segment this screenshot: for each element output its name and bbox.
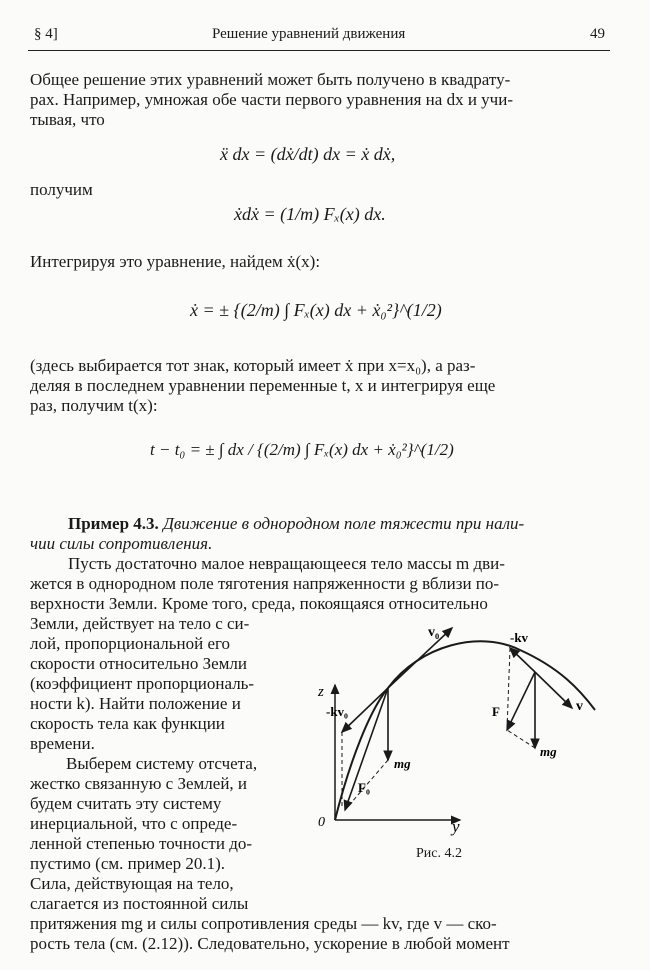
figure-4-2 — [310, 620, 600, 850]
text-line: жестко связанную с Землей, и — [30, 774, 248, 793]
equation-2: ẋdẋ = (1/m) Fₓ(x) dx. — [234, 204, 386, 224]
figure-caption: Рис. 4.2 — [416, 846, 462, 861]
example-title: Движение в однородном поле тяжести при нали- — [163, 514, 525, 533]
kv0-vector — [342, 688, 388, 732]
label-mg-right: mg — [540, 744, 557, 759]
v0-vector — [388, 628, 452, 688]
label-v: v — [576, 699, 583, 714]
text-line: скорость тела как функции — [30, 714, 225, 733]
dashed-right-2 — [507, 730, 535, 748]
label-v0: v₀ — [428, 625, 440, 640]
label-z: z — [318, 684, 324, 700]
text-line: времени. — [30, 734, 95, 753]
paragraph-6-cont — [30, 914, 608, 954]
text-line: Общее решение этих уравнений может быть получено в квадрату- — [30, 70, 511, 89]
label-y: y — [452, 817, 460, 836]
text-line: жется в однородном поле тяготения напряженности g вблизи по- — [30, 574, 500, 593]
section-number: § 4] — [34, 26, 58, 42]
paragraph-1 — [30, 70, 608, 130]
equation-4: t − t₀ = ± ∫ dx / {(2/m) ∫ Fₓ(x) dx + ẋ₀²}^(1/2) — [150, 440, 454, 459]
text-line: Выберем систему отсчета, — [66, 754, 258, 773]
text-line: раз, получим t(x): — [30, 396, 158, 415]
text-line: Сила, действующая на тело, — [30, 874, 234, 893]
text-line: ности k). Найти положение и — [30, 694, 241, 713]
text-line: Пусть достаточно малое невращающееся тело массы m дви- — [68, 554, 505, 573]
paragraph-5 — [30, 554, 608, 614]
text-line: рость тела (см. (2.12)). Следовательно, ускорение в любой момент — [30, 934, 510, 953]
label-kv: -kv — [510, 630, 529, 645]
text-line: (коэффициент пропорциональ- — [30, 674, 255, 693]
text-line: пустимо (см. пример 20.1). — [30, 854, 226, 873]
label-F0: F₀ — [358, 780, 370, 795]
v-vector — [535, 672, 572, 708]
label-origin: 0 — [318, 815, 325, 830]
text-line: скорости относительно Земли — [30, 654, 248, 673]
example-label: Пример 4.3. — [68, 514, 159, 533]
text-line: будем считать эту систему — [30, 794, 222, 813]
paragraph-3: Интегрируя это уравнение, найдем ẋ(x): — [30, 252, 321, 271]
text-line: притяжения mg и силы сопротивления среды — kv, где v — ско- — [30, 914, 497, 933]
text-line: лой, пропорциональной его — [30, 634, 231, 653]
equation-1: ẍ dx = (dẋ/dt) dx = ẋ dẋ, — [220, 144, 396, 164]
trajectory-curve — [335, 641, 595, 820]
paragraph-5-wrap — [30, 614, 298, 754]
text-line: деляя в последнем уравнении переменные t, x и интегрируя еще — [30, 376, 496, 395]
F-vector — [507, 672, 535, 730]
paragraph-2: получим — [30, 180, 93, 199]
label-kv0: -kv₀ — [326, 704, 348, 719]
text-line: Земли, действует на тело с си- — [30, 614, 250, 633]
text-line: инерциальной, что с опреде- — [30, 814, 238, 833]
text-line: ленной степенью точности до- — [30, 834, 253, 853]
example-heading — [30, 514, 608, 554]
page-number: 49 — [590, 26, 605, 42]
text-line: рах. Например, умножая обе части первого уравнения на dx и учи- — [30, 90, 513, 109]
dashed-right-1 — [507, 648, 510, 730]
running-title: Решение уравнений движения — [212, 26, 406, 42]
example-title-cont: чии силы сопротивления. — [30, 534, 213, 553]
text-line: тывая, что — [30, 110, 105, 129]
text-line: верхности Земли. Кроме того, среда, покоящаяся относительно — [30, 594, 488, 613]
equation-3: ẋ = ± {(2/m) ∫ Fₓ(x) dx + ẋ₀²}^(1/2) — [190, 300, 442, 320]
label-mg-left: mg — [394, 756, 411, 771]
header-rule — [28, 50, 610, 51]
text-line: слагается из постоянной силы — [30, 894, 249, 913]
label-F: F — [492, 704, 500, 719]
paragraph-6 — [30, 754, 298, 914]
paragraph-4 — [30, 356, 608, 416]
text-line: (здесь выбирается тот знак, который имеет ẋ при x=x₀), а раз- — [30, 356, 476, 375]
